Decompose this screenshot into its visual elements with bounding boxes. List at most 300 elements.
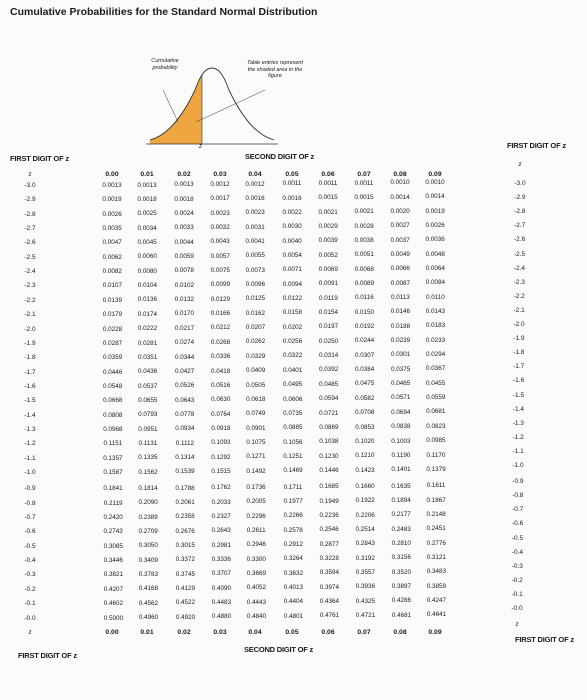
- row-z-left: -2.9: [24, 196, 36, 204]
- table-cell: 0.0537: [138, 382, 158, 390]
- table-cell: 0.0037: [390, 236, 410, 244]
- table-cell: 0.0022: [282, 208, 302, 216]
- row-z-left: -0.5: [24, 542, 36, 550]
- table-cell: 0.0301: [390, 351, 411, 359]
- table-cell: 0.0136: [137, 296, 158, 304]
- table-cell: 0.0019: [102, 196, 122, 204]
- table-cell: 0.0778: [175, 410, 195, 418]
- table-cell: 0.0764: [211, 410, 231, 418]
- table-cell: 0.2206: [355, 511, 375, 519]
- row-z-left: -2.5: [24, 253, 36, 261]
- table-cell: 0.0418: [211, 367, 231, 375]
- table-cell: 0.1469: [283, 467, 303, 475]
- table-cell: 0.0351: [137, 353, 158, 361]
- row-z-right: -1.6: [512, 377, 525, 385]
- table-cell: 0.0228: [102, 325, 123, 333]
- table-cell: 0.1020: [355, 437, 375, 445]
- column-header-top: 0.04: [248, 171, 262, 178]
- table-cell: 0.4364: [319, 598, 340, 606]
- table-cell: 0.0038: [354, 236, 374, 244]
- row-z-right: -0.6: [511, 520, 524, 528]
- table-cell: 0.0084: [425, 279, 445, 287]
- row-z-right: -2.9: [514, 194, 526, 202]
- table-cell: 0.0571: [391, 394, 411, 402]
- table-cell: 0.0212: [210, 324, 231, 332]
- row-z-left: -2.4: [24, 268, 36, 276]
- table-cell: 0.1515: [211, 467, 231, 475]
- table-cell: 0.3974: [319, 583, 340, 591]
- row-z-left: -1.0: [24, 469, 36, 476]
- table-cell: 0.0359: [102, 354, 123, 362]
- column-header-bottom: 0.07: [357, 628, 371, 636]
- table-cell: 0.2843: [355, 540, 375, 548]
- table-cell: 0.0059: [174, 253, 194, 261]
- column-header-bottom: 0.00: [105, 628, 119, 636]
- table-cell: 0.0344: [174, 353, 195, 361]
- table-cell: 0.0559: [426, 394, 446, 402]
- table-cell: 0.0655: [138, 396, 158, 404]
- table-cell: 0.0505: [246, 381, 266, 389]
- table-cell: 0.4443: [246, 598, 267, 606]
- row-z-right: -2.7: [514, 222, 526, 230]
- table-cell: 0.4960: [138, 614, 159, 622]
- table-cell: 0.2005: [246, 498, 266, 506]
- table-cell: 0.0548: [103, 382, 123, 390]
- table-cell: 0.0068: [354, 265, 374, 273]
- table-cell: 0.0808: [103, 411, 123, 419]
- table-cell: 0.0179: [102, 311, 123, 319]
- table-cell: 0.0183: [425, 322, 446, 330]
- table-cell: 0.2483: [391, 525, 411, 533]
- table-cell: 0.0516: [211, 381, 231, 389]
- table-cell: 0.2420: [103, 514, 123, 522]
- table-cell: 0.3015: [175, 542, 195, 550]
- table-cell: 0.1210: [355, 452, 375, 460]
- table-cell: 0.4247: [426, 597, 447, 604]
- table-cell: 0.0026: [102, 210, 122, 218]
- table-cell: 0.0122: [282, 295, 303, 303]
- table-cell: 0.0681: [426, 408, 446, 416]
- table-cell: 0.0075: [210, 267, 230, 275]
- first-digit-label-bottom-left: FIRST DIGIT OF z: [18, 651, 77, 660]
- table-cell: 0.0146: [390, 308, 411, 316]
- page-title: Cumulative Probabilities for the Standard Normal Distribution: [10, 6, 318, 18]
- table-cell: 0.0011: [282, 180, 302, 188]
- table-cell: 0.4920: [175, 613, 196, 621]
- table-cell: 0.2981: [211, 541, 231, 549]
- table-cell: 0.1151: [103, 440, 123, 448]
- table-cell: 0.1093: [211, 439, 231, 447]
- table-cell: 0.4681: [391, 611, 412, 619]
- table-cell: 0.1922: [355, 497, 375, 505]
- first-digit-label-top-right: FIRST DIGIT OF z: [507, 141, 566, 150]
- table-cell: 0.0968: [103, 425, 123, 433]
- table-cell: 0.0150: [354, 308, 375, 316]
- table-cell: 0.2266: [283, 512, 303, 520]
- z-footer-right: z: [515, 620, 519, 628]
- row-z-left: -1.9: [24, 339, 36, 347]
- row-z-right: -0.2: [511, 576, 523, 584]
- table-cell: 0.2912: [283, 541, 303, 548]
- row-z-right: -0.3: [511, 562, 523, 570]
- table-cell: 0.0052: [318, 251, 338, 259]
- table-cell: 0.0096: [245, 281, 265, 289]
- row-z-left: -1.8: [24, 354, 36, 362]
- table-cell: 0.0322: [282, 352, 303, 360]
- table-cell: 0.0869: [319, 423, 339, 431]
- table-cell: 0.3336: [211, 556, 231, 564]
- column-header-top: 0.08: [393, 171, 407, 178]
- row-z-right: -0.5: [511, 534, 524, 542]
- table-cell: 0.3121: [426, 553, 446, 561]
- table-cell: 0.0274: [174, 339, 195, 347]
- row-z-right: -2.5: [513, 250, 526, 258]
- table-cell: 0.0018: [137, 196, 157, 203]
- table-cell: 0.0020: [390, 207, 410, 215]
- row-z-left: -0.9: [24, 485, 36, 493]
- table-cell: 0.0069: [318, 266, 338, 273]
- table-cell: 0.0918: [211, 424, 231, 432]
- z-footer-left: z: [28, 628, 32, 636]
- table-cell: 0.2451: [426, 525, 446, 533]
- table-cell: 0.0951: [138, 425, 158, 433]
- table-cell: 0.1611: [426, 482, 446, 490]
- row-z-right: -0.9: [512, 478, 524, 486]
- table-cell: 0.0202: [282, 323, 303, 331]
- table-cell: 0.0409: [246, 367, 266, 375]
- table-cell: 0.4013: [283, 584, 304, 592]
- table-cell: 0.1894: [391, 496, 411, 504]
- table-cell: 0.0078: [174, 267, 194, 275]
- table-cell: 0.1977: [283, 497, 303, 505]
- table-cell: 0.0013: [102, 182, 122, 189]
- table-cell: 0.0174: [137, 310, 158, 318]
- table-cell: 0.0041: [245, 238, 265, 245]
- table-cell: 0.1379: [426, 465, 446, 473]
- table-cell: 0.0250: [318, 337, 339, 345]
- right-callout-text: Table entries represent the shaded area in the figure: [246, 60, 304, 80]
- row-z-right: -1.0: [512, 462, 524, 469]
- row-z-right: -0.7: [512, 506, 524, 514]
- table-cell: 0.1736: [246, 483, 266, 491]
- table-cell: 0.0475: [355, 380, 375, 388]
- table-cell: 0.3783: [138, 571, 158, 579]
- table-cell: 0.2546: [319, 526, 339, 534]
- left-callout-pointer: [163, 90, 178, 122]
- table-cell: 0.2514: [355, 525, 375, 533]
- table-cell: 0.0011: [354, 179, 374, 187]
- table-cell: 0.4602: [103, 600, 124, 608]
- row-z-left: -0.3: [24, 571, 36, 579]
- row-z-right: -0.4: [511, 548, 523, 556]
- table-cell: 0.3050: [138, 542, 158, 550]
- table-cell: 0.1314: [175, 453, 195, 461]
- table-cell: 0.0307: [354, 351, 375, 359]
- table-cell: 0.3372: [175, 556, 195, 564]
- column-header-bottom: 0.06: [321, 628, 335, 636]
- row-z-left: -2.6: [24, 239, 36, 247]
- table-cell: 0.2776: [426, 539, 446, 547]
- table-cell: 0.1335: [138, 454, 158, 462]
- row-z-left: -1.7: [24, 368, 36, 376]
- table-cell: 0.0062: [102, 253, 122, 261]
- table-cell: 0.3936: [355, 583, 376, 591]
- table-cell: 0.2090: [138, 499, 158, 507]
- table-cell: 0.0048: [425, 250, 445, 258]
- table-cell: 0.0016: [282, 194, 302, 202]
- table-cell: 0.0029: [318, 222, 338, 230]
- table-cell: 0.1562: [138, 468, 158, 476]
- table-cell: 0.0436: [138, 368, 158, 376]
- row-z-left: -1.3: [24, 425, 36, 433]
- row-z-left: -2.3: [24, 282, 36, 290]
- table-cell: 0.0294: [425, 351, 446, 359]
- table-cell: 0.1949: [319, 497, 339, 505]
- table-cell: 0.1056: [283, 438, 303, 446]
- table-cell: 0.0262: [245, 338, 266, 346]
- table-cell: 0.1446: [319, 466, 339, 474]
- column-header-bottom: 0.05: [285, 628, 299, 636]
- column-header-top: 0.07: [357, 171, 371, 178]
- z-header-right: z: [518, 161, 522, 168]
- table-cell: 0.1660: [355, 482, 375, 490]
- table-cell: 0.0239: [390, 337, 411, 345]
- row-z-right: -1.5: [512, 391, 525, 399]
- table-cell: 0.0010: [425, 178, 445, 186]
- table-cell: 0.1190: [391, 451, 411, 459]
- table-cell: 0.0014: [425, 193, 445, 201]
- figure-z-label: z: [199, 144, 202, 150]
- table-cell: 0.4090: [211, 584, 232, 592]
- table-cell: 0.0018: [174, 195, 194, 203]
- table-cell: 0.0080: [137, 267, 157, 275]
- table-cell: 0.0054: [282, 252, 302, 259]
- row-z-right: -0.8: [512, 492, 524, 500]
- table-cell: 0.2611: [246, 527, 266, 534]
- table-cell: 0.0188: [390, 322, 411, 330]
- table-cell: 0.0014: [390, 193, 410, 201]
- table-cell: 0.1788: [175, 484, 195, 492]
- table-cell: 0.0011: [318, 179, 338, 187]
- table-cell: 0.0158: [282, 309, 303, 317]
- table-cell: 0.0055: [245, 252, 265, 260]
- table-cell: 0.0367: [426, 365, 446, 373]
- table-cell: 0.0015: [354, 193, 374, 201]
- row-z-left: -2.7: [24, 225, 36, 233]
- table-cell: 0.0013: [174, 181, 194, 189]
- row-z-left: -1.2: [24, 440, 36, 448]
- table-cell: 0.0129: [210, 295, 231, 303]
- table-cell: 0.0287: [102, 339, 123, 347]
- table-cell: 0.2676: [175, 527, 195, 535]
- table-cell: 0.0031: [245, 223, 265, 231]
- row-z-left: -3.0: [24, 182, 36, 189]
- table-cell: 0.0465: [391, 380, 411, 388]
- table-cell: 0.0113: [390, 294, 410, 301]
- table-cell: 0.0526: [175, 382, 195, 390]
- table-cell: 0.0401: [283, 366, 303, 374]
- table-cell: 0.0102: [174, 281, 194, 289]
- table-cell: 0.0222: [137, 325, 158, 333]
- row-z-right: -2.3: [513, 278, 525, 286]
- right-callout-pointer: [196, 90, 265, 122]
- table-cell: 0.0021: [318, 208, 338, 216]
- table-cell: 0.0314: [318, 352, 339, 360]
- table-cell: 0.0495: [283, 381, 303, 389]
- table-cell: 0.0013: [137, 181, 157, 189]
- table-cell: 0.3192: [355, 554, 375, 562]
- second-digit-label-top: SECOND DIGIT OF z: [245, 152, 315, 161]
- table-cell: 0.2358: [175, 513, 195, 521]
- table-cell: 0.3821: [103, 571, 123, 579]
- table-cell: 0.4286: [391, 597, 412, 605]
- table-cell: 0.3669: [246, 570, 266, 578]
- row-z-left: -0.7: [24, 514, 36, 522]
- table-cell: 0.0047: [102, 239, 122, 247]
- table-cell: 0.0336: [210, 353, 231, 361]
- table-cell: 0.2061: [175, 499, 195, 506]
- table-cell: 0.1814: [138, 485, 158, 492]
- table-cell: 0.0091: [318, 280, 338, 288]
- table-cell: 0.3557: [355, 569, 375, 576]
- table-cell: 0.4840: [246, 613, 267, 621]
- table-cell: 0.0051: [354, 251, 374, 259]
- table-cell: 0.0030: [282, 223, 302, 231]
- table-cell: 0.3409: [138, 556, 158, 564]
- row-z-right: -2.8: [514, 208, 526, 216]
- table-cell: 0.0143: [425, 308, 446, 315]
- table-cell: 0.1587: [103, 469, 123, 476]
- row-z-left: -2.2: [24, 296, 36, 304]
- table-cell: 0.0119: [318, 294, 338, 302]
- table-cell: 0.0021: [354, 208, 374, 216]
- table-cell: 0.3520: [391, 568, 411, 576]
- row-z-left: -0.4: [24, 557, 36, 565]
- table-cell: 0.3228: [319, 555, 339, 562]
- table-cell: 0.1170: [426, 451, 446, 459]
- table-cell: 0.0192: [354, 323, 375, 331]
- table-cell: 0.0630: [211, 396, 231, 404]
- column-header-bottom: 0.09: [428, 628, 442, 636]
- table-cell: 0.0039: [318, 237, 338, 245]
- row-z-right: -1.7: [513, 363, 525, 371]
- table-cell: 0.1711: [283, 483, 303, 491]
- table-cell: 0.1635: [391, 482, 411, 490]
- normal-curve-figure: [0, 52, 587, 152]
- table-cell: 0.0985: [426, 437, 446, 445]
- table-cell: 0.0104: [137, 282, 157, 290]
- table-cell: 0.2810: [391, 539, 411, 547]
- table-cell: 0.0027: [390, 222, 410, 230]
- table-cell: 0.4721: [355, 612, 376, 620]
- table-cell: 0.2327: [211, 513, 231, 520]
- table-cell: 0.0793: [138, 411, 158, 419]
- table-cell: 0.0455: [426, 379, 446, 387]
- table-cell: 0.4325: [355, 597, 376, 605]
- table-cell: 0.0721: [319, 409, 339, 417]
- table-cell: 0.0012: [245, 180, 265, 188]
- column-header-top: 0.02: [177, 171, 191, 178]
- table-cell: 0.0582: [355, 394, 375, 402]
- table-cell: 0.1075: [246, 438, 266, 446]
- table-cell: 0.0244: [354, 337, 375, 345]
- table-cell: 0.0025: [137, 210, 157, 218]
- table-cell: 0.4641: [426, 611, 447, 619]
- row-z-right: -1.2: [512, 433, 524, 441]
- table-cell: 0.0166: [210, 310, 231, 318]
- table-cell: 0.0838: [391, 423, 411, 431]
- row-z-left: -0.8: [24, 499, 36, 507]
- table-cell: 0.1251: [283, 452, 303, 460]
- row-z-right: -1.8: [513, 349, 525, 357]
- table-cell: 0.0019: [425, 207, 445, 215]
- table-cell: 0.1762: [211, 484, 231, 492]
- table-cell: 0.2236: [319, 511, 339, 519]
- table-cell: 0.0116: [354, 294, 374, 302]
- table-cell: 0.0057: [210, 252, 230, 260]
- table-cell: 0.0162: [245, 309, 266, 317]
- table-cell: 0.0026: [425, 221, 445, 229]
- table-cell: 0.0015: [318, 194, 338, 202]
- table-cell: 0.0154: [318, 309, 339, 317]
- table-cell: 0.0643: [175, 396, 195, 404]
- table-cell: 0.0017: [210, 195, 230, 203]
- left-callout-text: Cumulative probability: [151, 58, 179, 71]
- table-cell: 0.0485: [319, 380, 339, 388]
- table-cell: 0.0329: [245, 352, 266, 360]
- table-cell: 0.0024: [174, 210, 194, 217]
- table-cell: 0.1131: [138, 439, 158, 447]
- table-cell: 0.0708: [355, 409, 375, 417]
- table-cell: 0.1038: [319, 438, 339, 446]
- table-cell: 0.3446: [103, 557, 123, 565]
- table-cell: 0.2033: [211, 498, 231, 506]
- table-cell: 0.1292: [211, 453, 231, 461]
- table-cell: 0.1492: [246, 467, 266, 475]
- table-cell: 0.3300: [246, 555, 266, 563]
- table-cell: 0.0087: [390, 279, 410, 287]
- table-cell: 0.1357: [103, 454, 123, 462]
- table-cell: 0.0016: [245, 194, 265, 202]
- table-cell: 0.4207: [103, 585, 124, 593]
- row-z-right: -1.9: [513, 335, 525, 343]
- table-cell: 0.0170: [174, 310, 195, 318]
- table-cell: 0.0125: [245, 295, 266, 303]
- table-cell: 0.0023: [210, 209, 230, 217]
- table-cell: 0.0256: [282, 338, 303, 346]
- table-cell: 0.0384: [355, 366, 375, 374]
- row-z-right: -1.4: [512, 405, 524, 413]
- table-cell: 0.4801: [283, 612, 304, 620]
- table-cell: 0.3483: [426, 568, 446, 576]
- table-cell: 0.0073: [245, 266, 265, 274]
- shaded-area: [150, 74, 202, 144]
- row-z-left: -2.1: [24, 311, 36, 319]
- table-cell: 0.3156: [391, 554, 411, 562]
- table-cell: 0.0064: [425, 264, 445, 272]
- column-header-top: 0.09: [428, 171, 442, 178]
- column-header-top: 0.05: [285, 171, 299, 178]
- table-cell: 0.4562: [138, 599, 159, 607]
- table-cell: 0.3594: [319, 569, 339, 577]
- table-cell: 0.4052: [246, 584, 267, 592]
- table-cell: 0.0071: [282, 266, 302, 274]
- table-cell: 0.2709: [138, 528, 158, 536]
- table-cell: 0.2119: [103, 499, 123, 507]
- first-digit-label-bottom-right: FIRST DIGIT OF z: [515, 635, 574, 644]
- table-cell: 0.2578: [283, 526, 303, 534]
- row-z-left: -0.1: [24, 600, 36, 608]
